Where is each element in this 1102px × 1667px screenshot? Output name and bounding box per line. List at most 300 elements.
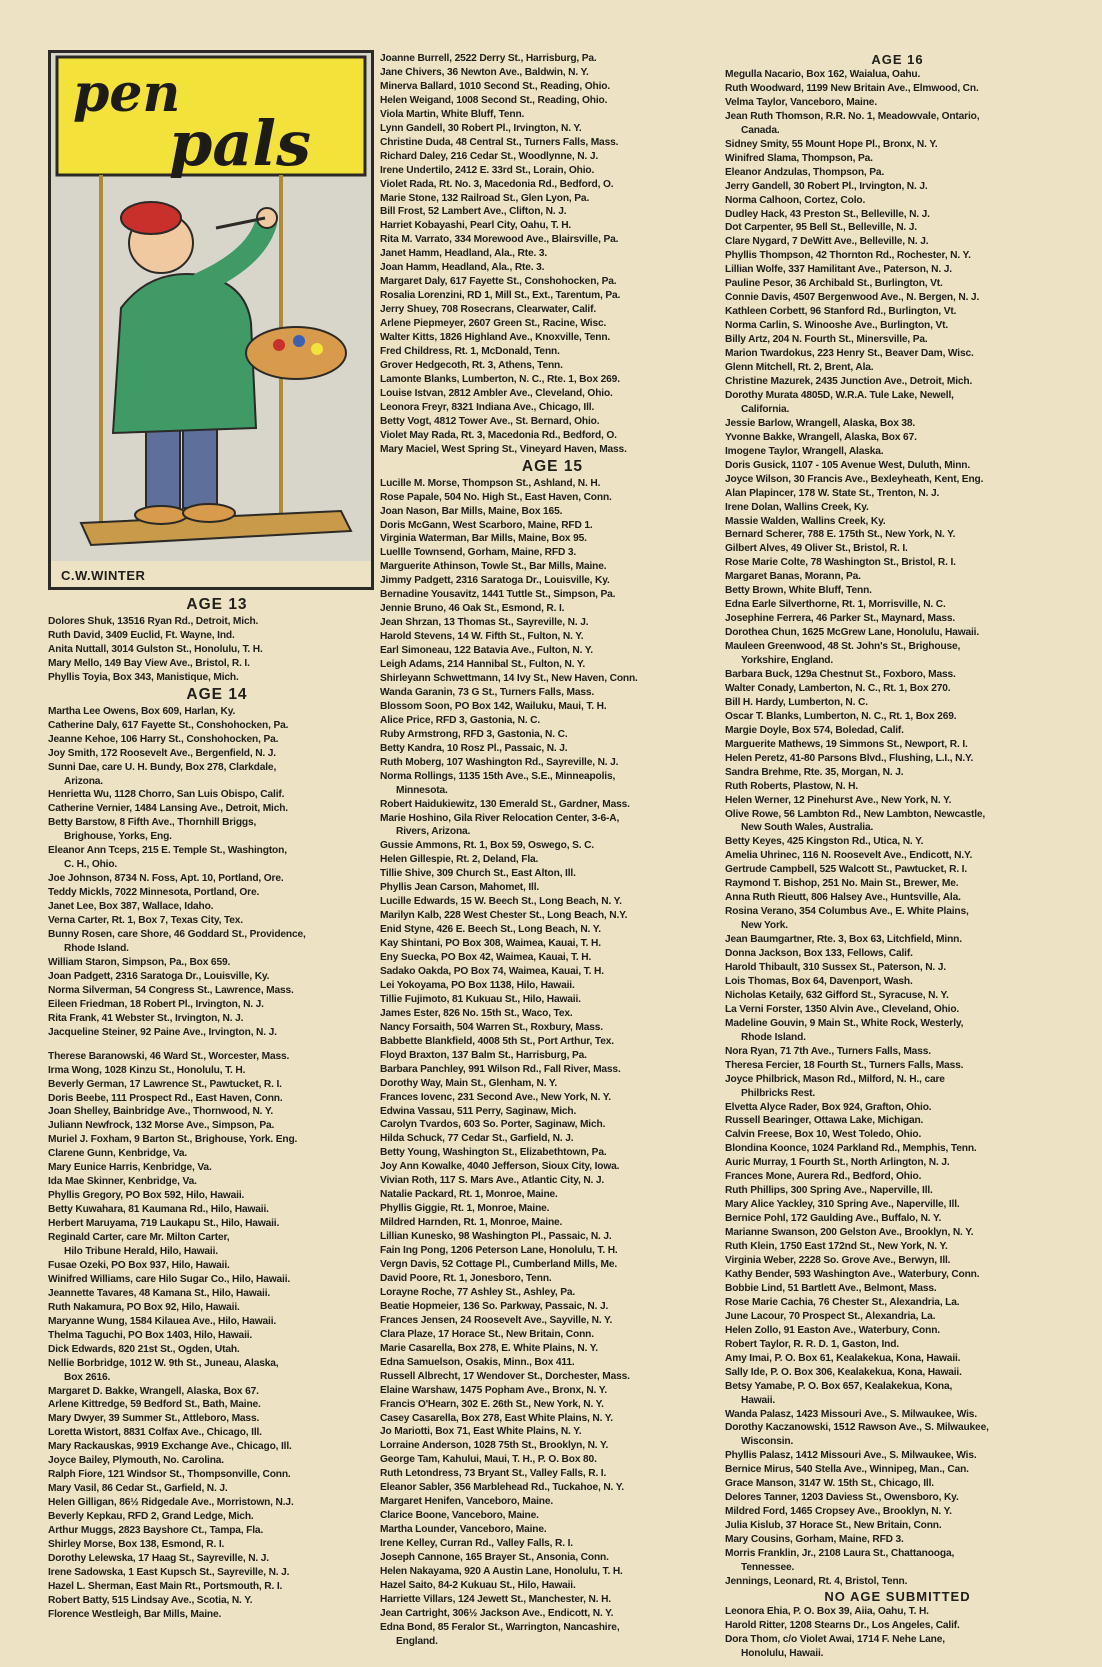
pen-pal-entry: Grover Hedgecoth, Rt. 3, Athens, Tenn. <box>380 359 563 371</box>
pen-pal-entry: George Tam, Kahului, Maui, T. H., P. O. Box 80. <box>380 1454 597 1466</box>
column-middle <box>380 52 725 1649</box>
pen-pal-entry: Lois Thomas, Box 64, Davenport, Wash. <box>725 975 913 987</box>
pen-pal-entry: Pauline Pesor, 36 Archibald St., Burlington, Vt. <box>725 278 943 290</box>
pen-pal-entry: Helen Weigand, 1008 Second St., Reading, Ohio. <box>380 94 608 106</box>
pen-pal-entry: Margaret Banas, Morann, Pa. <box>725 571 861 583</box>
pen-pal-entry: Margaret D. Bakke, Wrangell, Alaska, Box 67. <box>48 1385 259 1397</box>
pen-pal-entry: Phyllis Giggie, Rt. 1, Monroe, Maine. <box>380 1203 550 1215</box>
pen-pal-entry: Irene Kelley, Curran Rd., Valley Falls, R. I. <box>380 1538 573 1550</box>
pen-pal-entry: Betty Brown, White Bluff, Tenn. <box>725 585 872 597</box>
age-15-list <box>380 477 725 1649</box>
pen-pal-entry: Bobbie Lind, 51 Bartlett Ave., Belmont, Mass. <box>725 1282 937 1294</box>
pen-pal-entry: Alan Plapincer, 178 W. State St., Trenton, N. J. <box>725 487 940 499</box>
pen-pal-entry: Edna Earle Silverthorne, Rt. 1, Morrisville, N. C. <box>725 599 946 611</box>
pen-pal-entry: Russell Bearinger, Ottawa Lake, Michigan. <box>725 1115 924 1127</box>
painter-illustration <box>51 53 371 587</box>
pen-pal-entry: Natalie Packard, Rt. 1, Monroe, Maine. <box>380 1189 558 1201</box>
pen-pal-entry: Fred Childress, Rt. 1, McDonald, Tenn. <box>380 346 560 358</box>
pen-pal-entry: Alice Price, RFD 3, Gastonia, N. C. <box>380 714 541 726</box>
pen-pal-entry: Edwina Vassau, 511 Perry, Saginaw, Mich. <box>380 1105 577 1117</box>
column-right <box>725 52 1070 1661</box>
panel-title-pen: pen <box>73 63 181 124</box>
pen-pal-entry: Rosina Verano, 354 Columbus Ave., E. White Plains, <box>725 906 969 918</box>
pen-pal-entry: Eleanor Andzulas, Thompson, Pa. <box>725 166 885 178</box>
pen-pal-entry: Brighouse, Yorks, Eng. <box>64 831 172 843</box>
pen-pal-entry: Rhode Island. <box>64 942 129 954</box>
pen-pal-entry: Beatie Hopmeier, 136 So. Parkway, Passaic, N. J. <box>380 1300 609 1312</box>
pen-pal-entry: Betty Kuwahara, 81 Kaumana Rd., Hilo, Hawaii. <box>48 1204 269 1216</box>
pen-pal-entry: Auric Murray, 1 Fourth St., North Arlington, N. J. <box>725 1157 950 1169</box>
pen-pal-entry: Betty Kandra, 10 Rosz Pl., Passaic, N. J. <box>380 742 568 754</box>
pen-pal-entry: Helen Zollo, 91 Easton Ave., Waterbury, Conn. <box>725 1324 940 1336</box>
pen-pal-entry: Doris Gusick, 1107 - 105 Avenue West, Duluth, Minn. <box>725 459 971 471</box>
pen-pal-entry: Hazel Saito, 84-2 Kukuau St., Hilo, Hawaii. <box>380 1579 576 1591</box>
pen-pal-entry: Ruth Moberg, 107 Washington Rd., Sayreville, N. J. <box>380 756 619 768</box>
pen-pal-entry: Walter Conady, Lamberton, N. C., Rt. 1, Box 270. <box>725 682 951 694</box>
pen-pal-entry: Frances Iovenc, 231 Second Ave., New York, N. Y. <box>380 1091 611 1103</box>
pen-pal-entry: Winifred Slama, Thompson, Pa. <box>725 152 873 164</box>
pen-pal-entry: Clara Plaze, 17 Horace St., New Britain, Conn. <box>380 1328 594 1340</box>
pen-pal-entry: Jeannette Tavares, 48 Kamana St., Hilo, Hawaii. <box>48 1287 271 1299</box>
pen-pal-entry: Anna Ruth Rieutt, 806 Halsey Ave., Huntsville, Ala. <box>725 892 961 904</box>
pen-pal-entry: Amelia Uhrinec, 116 N. Roosevelt Ave., Endicott, N.Y. <box>725 850 973 862</box>
pen-pal-entry: Wanda Garanin, 73 G St., Turners Falls, Mass. <box>380 686 595 698</box>
pen-pal-entry: Helen Gilligan, 86½ Ridgedale Ave., Morristown, N.J. <box>48 1497 294 1509</box>
pen-pal-entry: California. <box>741 403 790 415</box>
pen-pal-entry: Joy Ann Kowalke, 4040 Jefferson, Sioux City, Iowa. <box>380 1161 620 1173</box>
pen-pal-entry: New South Wales, Australia. <box>741 822 874 834</box>
pen-pal-entry: Therese Baranowski, 46 Ward St., Worcester, Mass. <box>48 1050 290 1062</box>
age-13-list <box>48 615 386 685</box>
pen-pal-entry: Henrietta Wu, 1128 Chorro, San Luis Obispo, Calif. <box>48 789 285 801</box>
pen-pal-entry: Maryanne Wung, 1584 Kilauea Ave., Hilo, Hawaii. <box>48 1315 277 1327</box>
pen-pal-entry: Marguerite Athinson, Towle St., Bar Mills, Maine. <box>380 561 607 573</box>
pen-pal-entry: Phyllis Jean Carson, Mahomet, Ill. <box>380 882 540 894</box>
pen-pal-entry: Edna Bond, 85 Feralor St., Warrington, Nancashire, <box>380 1621 620 1633</box>
age-14-heading: AGE 14 <box>186 685 248 703</box>
pen-pal-entry: Rose Papale, 504 No. High St., East Haven, Conn. <box>380 491 612 503</box>
pen-pal-entry: Gertrude Campbell, 525 Walcott St., Pawtucket, R. I. <box>725 864 968 876</box>
pen-pal-entry: Francis O'Hearn, 302 E. 26th St., New York, N. Y. <box>380 1398 604 1410</box>
pen-pal-entry: Robert Haidukiewitz, 130 Emerald St., Gardner, Mass. <box>380 798 630 810</box>
pen-pal-entry: Blossom Soon, PO Box 142, Wailuku, Maui, T. H. <box>380 700 607 712</box>
pen-pal-entry: Betsy Yamabe, P. O. Box 657, Kealakekua, Kona, <box>725 1380 953 1392</box>
pen-pal-entry: Marguerite Mathews, 19 Simmons St., Newport, R. I. <box>725 738 968 750</box>
pen-pal-entry: Minerva Ballard, 1010 Second St., Reading, Ohio. <box>380 80 611 92</box>
pen-pal-entry: Margaret Daly, 617 Fayette St., Conshohocken, Pa. <box>380 276 617 288</box>
pen-pal-entry: Vivian Roth, 117 S. Mars Ave., Atlantic City, N. J. <box>380 1175 605 1187</box>
pen-pal-entry: Jane Chivers, 36 Newton Ave., Baldwin, N. Y. <box>380 66 589 78</box>
pen-pal-entry: Jimmy Padgett, 2316 Saratoga Dr., Louisville, Ky. <box>380 575 610 587</box>
pen-pal-entry: Billy Artz, 204 N. Fourth St., Minersville, Pa. <box>725 334 928 346</box>
pen-pal-entry: Wanda Palasz, 1423 Missouri Ave., S. Milwaukee, Wis. <box>725 1408 977 1420</box>
pen-pal-entry: Rita Frank, 41 Webster St., Irvington, N. J. <box>48 1012 244 1024</box>
pen-pal-entry: Rosalia Lorenzini, RD 1, Mill St., Ext., Tarentum, Pa. <box>380 290 621 302</box>
pen-pal-entry: Carolyn Tvardos, 603 So. Porter, Saginaw, Mich. <box>380 1119 606 1131</box>
pen-pal-entry: Frances Mone, Aurera Rd., Bedford, Ohio. <box>725 1171 922 1183</box>
pen-pal-entry: Teddy Mickls, 7022 Minnesota, Portland, Ore. <box>48 887 260 899</box>
pen-pal-entry: Jean Shrzan, 13 Thomas St., Sayreville, N. J. <box>380 617 589 629</box>
palette-paint-red <box>273 339 285 351</box>
pen-pal-entry: Joanne Burrell, 2522 Derry St., Harrisburg, Pa. <box>380 53 597 64</box>
pen-pal-entry: Rhode Island. <box>741 1031 806 1043</box>
pen-pal-entry: Mary Alice Yackley, 310 Spring Ave., Naperville, Ill. <box>725 1199 960 1211</box>
pen-pal-entry: Clarice Boone, Vanceboro, Maine. <box>380 1510 539 1522</box>
pen-pal-entry: Edna Samuelson, Osakis, Minn., Box 411. <box>380 1356 575 1368</box>
pen-pal-entry: Viola Martin, White Bluff, Tenn. <box>380 108 525 120</box>
pen-pal-entry: Morris Franklin, Jr., 2108 Laura St., Chattanooga, <box>725 1548 955 1560</box>
pen-pal-entry: Phyllis Toyia, Box 343, Manistique, Mich. <box>48 671 239 683</box>
pen-pal-entry: Jean Baumgartner, Rte. 3, Box 63, Litchfield, Minn. <box>725 934 962 946</box>
painter-shoe-right <box>183 504 235 522</box>
pen-pal-entry: Violet Rada, Rt. No. 3, Macedonia Rd., Bedford, O. <box>380 178 614 190</box>
pen-pal-entry: Honolulu, Hawaii. <box>741 1647 824 1659</box>
pen-pal-entry: Dorothy Murata 4805D, W.R.A. Tule Lake, Newell, <box>725 389 954 401</box>
pen-pal-entry: Sally Ide, P. O. Box 306, Kealakekua, Kona, Hawaii. <box>725 1366 962 1378</box>
age-16-list <box>725 68 1070 1589</box>
pen-pal-entry: Bill Frost, 52 Lambert Ave., Clifton, N. J. <box>380 206 567 218</box>
pen-pal-entry: Irene Sadowska, 1 East Kupsch St., Sayreville, N. J. <box>48 1566 290 1578</box>
pen-pal-entry: Josephine Ferrera, 46 Parker St., Maynard, Mass. <box>725 613 956 625</box>
pen-pal-entry: Lorraine Anderson, 1028 75th St., Brooklyn, N. Y. <box>380 1440 609 1452</box>
pen-pal-entry: Mary Maciel, West Spring St., Vineyard Haven, Mass. <box>380 443 627 455</box>
pen-pal-entry: Lamonte Blanks, Lumberton, N. C., Rte. 1, Box 269. <box>380 373 620 385</box>
pen-pal-entry: Jean Ruth Thomson, R.R. No. 1, Meadowvale, Ontario, <box>725 110 980 122</box>
pen-pal-entry: Arlene Piepmeyer, 2607 Green St., Racine, Wisc. <box>380 318 607 330</box>
pen-pal-entry: Tillie Shive, 309 Church St., East Alton, Ill. <box>380 868 576 880</box>
pen-pal-entry: Helen Werner, 12 Pinehurst Ave., New York, N. Y. <box>725 794 952 806</box>
pen-pal-entry: Irene Undertilo, 2412 E. 33rd St., Lorain, Ohio. <box>380 164 595 176</box>
pen-pal-entry: Ruth Phillips, 300 Spring Ave., Naperville, Ill. <box>725 1185 933 1197</box>
column-gap <box>48 1040 386 1050</box>
pen-pal-entry: Martha Lee Owens, Box 609, Harlan, Ky. <box>48 705 236 717</box>
pen-pal-entry: Dorothy Kaczanowski, 1512 Rawson Ave., S. Milwaukee, <box>725 1422 989 1434</box>
pen-pal-entry: Reginald Carter, care Mr. Milton Carter, <box>48 1232 230 1244</box>
pen-pal-entry: Barbara Panchley, 991 Wilson Rd., Fall River, Mass. <box>380 1063 621 1075</box>
pen-pal-entry: Gilbert Alves, 49 Oliver St., Bristol, R. I. <box>725 543 908 555</box>
pen-pal-entry: Norma Calhoon, Cortez, Colo. <box>725 194 866 206</box>
pen-pal-entry: C. H., Ohio. <box>64 859 118 871</box>
pen-pal-entry: Eleanor Ann Tceps, 215 E. Temple St., Washington, <box>48 845 287 857</box>
pen-pal-entry: David Poore, Rt. 1, Jonesboro, Tenn. <box>380 1272 552 1284</box>
pen-pal-entry: Jacqueline Steiner, 92 Paine Ave., Irvington, N. J. <box>48 1026 277 1038</box>
pen-pal-entry: Betty Vogt, 4812 Tower Ave., St. Bernard, Ohio. <box>380 415 600 427</box>
pen-pal-entry: Eny Suecka, PO Box 42, Waimea, Kauai, T. H. <box>380 952 592 964</box>
pen-pal-entry: Verna Carter, Rt. 1, Box 7, Texas City, Tex. <box>48 915 243 927</box>
pen-pal-entry: Rita M. Varrato, 334 Morewood Ave., Blairsville, Pa. <box>380 234 619 246</box>
pen-pal-entry: Martha Lounder, Vanceboro, Maine. <box>380 1524 547 1536</box>
pen-pal-entry: Jessie Barlow, Wrangell, Alaska, Box 38. <box>725 417 916 429</box>
painter-arm-raised <box>201 223 266 283</box>
pen-pal-entry: Grace Manson, 3147 W. 15th St., Chicago, Ill. <box>725 1478 934 1490</box>
pen-pal-entry: Margie Doyle, Box 574, Boledad, Calif. <box>725 724 904 736</box>
pen-pal-entry: Nora Ryan, 71 7th Ave., Turners Falls, Mass. <box>725 1045 931 1057</box>
painter-shoe-left <box>135 506 187 524</box>
pen-pal-entry: Russell Albrecht, 17 Wendover St., Dorchester, Mass. <box>380 1370 630 1382</box>
pen-pal-entry: Bernice Mirus, 540 Stella Ave., Winnipeg, Man., Can. <box>725 1464 969 1476</box>
pen-pal-entry: Gussie Ammons, Rt. 1, Box 59, Oswego, S. C. <box>380 840 594 852</box>
pen-pal-entry: Joyce Bailey, Plymouth, No. Carolina. <box>48 1455 224 1467</box>
pen-pal-entry: Joyce Wilson, 30 Francis Ave., Bexleyheath, Kent, Eng. <box>725 473 984 485</box>
pen-pal-entry: Fusae Ozeki, PO Box 937, Hilo, Hawaii. <box>48 1259 230 1271</box>
pen-pal-entry: Betty Keyes, 425 Kingston Rd., Utica, N. Y. <box>725 836 924 848</box>
pen-pal-entry: Joan Shelley, Bainbridge Ave., Thornwood, N. Y. <box>48 1106 274 1118</box>
pen-pal-entry: Ralph Fiore, 121 Windsor St., Thompsonville, Conn. <box>48 1469 291 1481</box>
pen-pal-entry: Rose Marie Colte, 78 Washington St., Bristol, R. I. <box>725 557 956 569</box>
pen-pal-entry: Lucille Edwards, 15 W. Beech St., Long Beach, N. Y. <box>380 896 622 908</box>
pen-pal-entry: Virginia Weber, 2228 So. Grove Ave., Berwyn, Ill. <box>725 1255 951 1267</box>
pen-pal-entry: Catherine Vernier, 1484 Lansing Ave., Detroit, Mich. <box>48 803 288 815</box>
pen-pal-entry: Harriet Kobayashi, Pearl City, Oahu, T. H. <box>380 220 572 232</box>
pen-pal-entry: Loretta Wistort, 8831 Colfax Ave., Chicago, Ill. <box>48 1427 262 1439</box>
pen-pal-entry: Shirleyann Schwettmann, 14 Ivy St., New Haven, Conn. <box>380 672 638 684</box>
pen-pal-entry: Marie Stone, 132 Railroad St., Glen Lyon, Pa. <box>380 192 590 204</box>
pen-pal-entry: Kathy Bender, 593 Washington Ave., Waterbury, Conn. <box>725 1268 980 1280</box>
pen-pal-entry: Julia Kislub, 37 Horace St., New Britain, Conn. <box>725 1520 942 1532</box>
pen-pal-entry: Philbricks Rest. <box>741 1087 816 1099</box>
pen-pal-entry: Olive Rowe, 56 Lambton Rd., New Lambton, Newcastle, <box>725 808 986 820</box>
pen-pal-entry: Joan Hamm, Headland, Ala., Rte. 3. <box>380 262 545 274</box>
pen-pal-entry: Clarene Gunn, Kenbridge, Va. <box>48 1148 188 1160</box>
pen-pal-entry: Babbette Blankfield, 4008 5th St., Port Arthur, Tex. <box>380 1035 614 1047</box>
pen-pal-entry: Bunny Rosen, care Shore, 46 Goddard St., Providence, <box>48 929 306 941</box>
pen-pal-entry: Betty Barstow, 8 Fifth Ave., Thornhill Briggs, <box>48 817 257 829</box>
pen-pal-entry: Anita Nuttall, 3014 Gulston St., Honolulu, T. H. <box>48 643 263 655</box>
age-13-heading: AGE 13 <box>186 596 248 613</box>
pen-pal-entry: Richard Daley, 216 Cedar St., Woodlynne, N. J. <box>380 150 599 162</box>
pen-pal-entry: Dorothy Lelewska, 17 Haag St., Sayreville, N. J. <box>48 1552 269 1564</box>
pen-pal-entry: Joseph Cannone, 165 Brayer St., Ansonia, Conn. <box>380 1552 609 1564</box>
pen-pal-entry: Jo Mariotti, Box 71, East White Plains, N. Y. <box>380 1426 582 1438</box>
pen-pal-entry: Jeanne Kehoe, 106 Harry St., Conshohocken, Pa. <box>48 733 279 745</box>
no-age-heading: NO AGE SUBMITTED <box>824 1588 971 1604</box>
pen-pal-entry: Jennie Bruno, 46 Oak St., Esmond, R. I. <box>380 603 565 615</box>
pen-pal-entry: Floyd Braxton, 137 Balm St., Harrisburg, Pa. <box>380 1049 587 1061</box>
pen-pal-entry: Mauleen Greenwood, 48 St. John's St., Brighouse, <box>725 641 961 653</box>
pen-pal-entry: Theresa Fercier, 18 Fourth St., Turners Falls, Mass. <box>725 1059 964 1071</box>
pen-pal-entry: Robert Batty, 515 Lindsay Ave., Scotia, N. Y. <box>48 1594 253 1606</box>
pen-pal-entry: Thelma Taguchi, PO Box 1403, Hilo, Hawaii. <box>48 1329 253 1341</box>
pen-pal-entry: Bernadine Yousavitz, 1441 Tuttle St., Simpson, Pa. <box>380 589 616 601</box>
pen-pal-entry: Imogene Taylor, Wrangell, Alaska. <box>725 445 884 457</box>
pen-pal-entry: Ruby Armstrong, RFD 3, Gastonia, N. C. <box>380 728 568 740</box>
pen-pal-entry: Janet Lee, Box 387, Wallace, Idaho. <box>48 901 214 913</box>
pen-pal-entry: Lucille M. Morse, Thompson St., Ashland, N. H. <box>380 477 601 489</box>
pen-pal-entry: Phyllis Gregory, PO Box 592, Hilo, Hawaii. <box>48 1190 245 1202</box>
pen-pal-entry: Betty Young, Washington St., Elizabethtown, Pa. <box>380 1147 607 1159</box>
pen-pal-entry: Arizona. <box>64 775 103 787</box>
pen-pal-entry: England. <box>396 1635 438 1647</box>
pen-pal-entry: Jennings, Leonard, Rt. 4, Bristol, Tenn. <box>725 1575 908 1587</box>
pen-pal-entry: Joy Smith, 172 Roosevelt Ave., Bergenfield, N. J. <box>48 747 276 759</box>
pen-pal-entry: Blondina Koonce, 1024 Parkland Rd., Memphis, Tenn. <box>725 1143 977 1155</box>
pen-pal-entry: Lillian Wolfe, 337 Hamilitant Ave., Paterson, N. J. <box>725 264 952 276</box>
age-15-heading: AGE 15 <box>521 457 584 475</box>
palette-paint-yellow <box>311 343 323 355</box>
pen-pal-entry: Mary Dwyer, 39 Summer St., Attleboro, Mass. <box>48 1413 260 1425</box>
pen-pal-entry: Mary Eunice Harris, Kenbridge, Va. <box>48 1162 212 1174</box>
pen-pal-entry: Hilo Tribune Herald, Hilo, Hawaii. <box>64 1245 218 1257</box>
pen-pal-entry: Fain Ing Pong, 1206 Peterson Lane, Honolulu, T. H. <box>380 1245 618 1257</box>
pen-pal-entry: Dot Carpenter, 95 Bell St., Belleville, N. J. <box>725 222 917 234</box>
pen-pal-entry: Luellle Townsend, Gorham, Maine, RFD 3. <box>380 547 577 559</box>
pen-pal-entry: Herbert Maruyama, 719 Laukapu St., Hilo, Hawaii. <box>48 1218 280 1230</box>
pen-pal-entry: Ruth Nakamura, PO Box 92, Hilo, Hawaii. <box>48 1301 240 1313</box>
pen-pal-entry: Minnesota. <box>396 784 448 796</box>
pen-pal-entry: Tillie Fujimoto, 81 Kukuau St., Hilo, Hawaii. <box>380 993 581 1005</box>
pen-pal-entry: Wisconsin. <box>741 1436 794 1448</box>
pen-pal-entry: Nellie Borbridge, 1012 W. 9th St., Juneau, Alaska, <box>48 1357 279 1369</box>
paint-palette <box>246 327 346 379</box>
pen-pal-entry: Lorayne Roche, 77 Ashley St., Ashley, Pa. <box>380 1286 576 1298</box>
pen-pal-entry: Enid Styne, 426 E. Beech St., Long Beach, N. Y. <box>380 924 601 936</box>
pen-pal-entry: Jean Cartright, 306½ Jackson Ave., Endicott, N. Y. <box>380 1607 614 1619</box>
pen-pal-entry: Eileen Friedman, 18 Robert Pl., Irvington, N. J. <box>48 998 264 1010</box>
pen-pal-entry: Harold Thibault, 310 Sussex St., Paterson, N. J. <box>725 962 946 973</box>
pen-pal-entry: Jerry Shuey, 708 Rosecrans, Clearwater, Calif. <box>380 304 597 316</box>
pen-pal-entry: Yorkshire, England. <box>741 655 834 667</box>
artist-credit: C.W.WINTER <box>61 568 146 583</box>
pen-pal-entry: Frances Jensen, 24 Roosevelt Ave., Sayville, N. Y. <box>380 1314 613 1326</box>
pen-pal-entry: Marie Casarella, Box 278, E. White Plains, N. Y. <box>380 1342 598 1354</box>
pen-pal-entry: Helen Peretz, 41-80 Parsons Blvd., Flushing, L.I., N.Y. <box>725 752 974 764</box>
pen-pal-entry: Doris McGann, West Scarboro, Maine, RFD 1. <box>380 519 593 531</box>
pen-pal-entry: Madeline Gouvin, 9 Main St., White Rock, Westerly, <box>725 1017 964 1029</box>
pen-pal-entry: Dolores Shuk, 13516 Ryan Rd., Detroit, Mich. <box>48 616 259 627</box>
pen-pal-entry: Kathleen Corbett, 96 Stanford Rd., Burlington, Vt. <box>725 306 957 318</box>
pen-pal-entry: Elvetta Alyce Rader, Box 924, Grafton, Ohio. <box>725 1101 932 1113</box>
column-left <box>48 595 386 1622</box>
pen-pal-entry: Sandra Brehme, Rte. 35, Morgan, N. J. <box>725 766 904 778</box>
pen-pal-entry: Velma Taylor, Vanceboro, Maine. <box>725 96 877 108</box>
pen-pal-entry: Muriel J. Foxham, 9 Barton St., Brighouse, York. Eng. <box>48 1134 298 1146</box>
pen-pal-entry: Ruth Woodward, 1199 New Britain Ave., Elmwood, Cn. <box>725 82 979 94</box>
age-16-heading: AGE 16 <box>871 52 924 67</box>
pen-pal-entry: Amy Imai, P. O. Box 61, Kealakekua, Kona, Hawaii. <box>725 1352 961 1364</box>
pen-pal-entry: Phyllis Palasz, 1412 Missouri Ave., S. Milwaukee, Wis. <box>725 1450 977 1462</box>
pen-pal-entry: Hazel L. Sherman, East Main Rt., Portsmouth, R. I. <box>48 1580 283 1592</box>
pen-pal-entry: Mary Vasil, 86 Cedar St., Garfield, N. J. <box>48 1483 228 1495</box>
pen-pal-entry: Margaret Henifen, Vanceboro, Maine. <box>380 1496 554 1508</box>
pen-pal-entry: Calvin Freese, Box 10, West Toledo, Ohio. <box>725 1129 922 1141</box>
pen-pal-entry: Vergn Davis, 52 Cottage Pl., Cumberland Mills, Me. <box>380 1259 618 1271</box>
pen-pal-entry: Ruth Letondress, 73 Bryant St., Valley Falls, R. I. <box>380 1468 607 1480</box>
pen-pal-entry: Christine Duda, 48 Central St., Turners Falls, Mass. <box>380 136 619 148</box>
panel-title-pals: pals <box>169 107 311 180</box>
pen-pal-entry: Box 2616. <box>64 1371 111 1383</box>
pen-pal-entry: Clare Nygard, 7 DeWitt Ave., Belleville, N. J. <box>725 236 929 248</box>
pen-pal-entry: Marie Hoshino, Gila River Relocation Center, 3-6-A, <box>380 812 620 824</box>
pen-pal-entry: Norma Carlin, S. Winooshe Ave., Burlington, Vt. <box>725 320 949 332</box>
pen-pal-entry: Dudley Hack, 43 Preston St., Belleville, N. J. <box>725 208 930 220</box>
pen-pal-entry: Sadako Oakda, PO Box 74, Waimea, Kauai, T. H. <box>380 966 604 977</box>
pen-pal-entry: Catherine Daly, 617 Fayette St., Conshohocken, Pa. <box>48 719 289 731</box>
pen-pal-entry: Ruth David, 3409 Euclid, Ft. Wayne, Ind. <box>48 629 235 641</box>
palette-paint-blue <box>293 335 305 347</box>
pen-pal-entry: Donna Jackson, Box 133, Fellows, Calif. <box>725 948 913 960</box>
pen-pal-entry: Harold Stevens, 14 W. Fifth St., Fulton, N. Y. <box>380 631 584 643</box>
pen-pal-entry: Joan Nason, Bar Mills, Maine, Box 165. <box>380 505 563 517</box>
pen-pal-entry: Barbara Buck, 129a Chestnut St., Foxboro, Mass. <box>725 668 956 680</box>
pen-pal-entry: Lei Yokoyama, PO Box 1138, Hilo, Hawaii. <box>380 979 575 991</box>
pen-pal-entry: Beverly Kepkau, RFD 2, Grand Ledge, Mich. <box>48 1511 254 1523</box>
pen-pal-entry: Massie Walden, Wallins Creek, Ky. <box>725 515 886 527</box>
pen-pal-entry: Yvonne Bakke, Wrangell, Alaska, Box 67. <box>725 431 917 443</box>
pen-pal-entry: Hawaii. <box>741 1394 776 1406</box>
pen-pal-entry: June Lacour, 70 Prospect St., Alexandria, La. <box>725 1310 936 1322</box>
pen-pal-entry: Helen Gillespie, Rt. 2, Deland, Fla. <box>380 854 539 866</box>
pen-pal-entry: Dorothy Way, Main St., Glenham, N. Y. <box>380 1077 558 1089</box>
pen-pal-entry: Juliann Newfrock, 132 Morse Ave., Simpson, Pa. <box>48 1120 275 1132</box>
pen-pal-entry: Irma Wong, 1028 Kinzu St., Honolulu, T. H. <box>48 1064 246 1076</box>
pen-pal-entry: Florence Westleigh, Bar Mills, Maine. <box>48 1608 222 1620</box>
pen-pal-entry: Raymond T. Bishop, 251 No. Main St., Brewer, Me. <box>725 878 959 890</box>
age-14-list-b <box>48 1050 386 1622</box>
pen-pal-entry: Mary Cousins, Gorham, Maine, RFD 3. <box>725 1534 904 1546</box>
pen-pal-entry: New York. <box>741 920 788 932</box>
pen-pal-entry: Lynn Gandell, 30 Robert Pl., Irvington, N. Y. <box>380 122 582 134</box>
pen-pal-entry: Ruth Klein, 1750 East 172nd St., New York, N. Y. <box>725 1241 948 1253</box>
pen-pal-entry: Harold Ritter, 1208 Stearns Dr., Los Angeles, Calif. <box>725 1619 960 1631</box>
pen-pal-entry: Kay Shintani, PO Box 308, Waimea, Kauai, T. H. <box>380 938 601 950</box>
pen-pal-entry: Nancy Forsaith, 504 Warren St., Roxbury, Mass. <box>380 1021 603 1033</box>
pen-pal-entry: Canada. <box>741 124 780 136</box>
age-14-list-c <box>380 52 725 457</box>
pen-pal-entry: Elaine Warshaw, 1475 Popham Ave., Bronx, N. Y. <box>380 1384 607 1396</box>
pen-pal-entry: Mary Mello, 149 Bay View Ave., Bristol, R. I. <box>48 657 250 669</box>
pen-pal-entry: Hilda Schuck, 77 Cedar St., Garfield, N. J. <box>380 1133 574 1145</box>
age-14-list-a <box>48 705 386 1040</box>
pen-pal-entry: Glenn Mitchell, Rt. 2, Brent, Ala. <box>725 362 874 374</box>
pen-pal-entry: Christine Mazurek, 2435 Junction Ave., Detroit, Mich. <box>725 375 973 387</box>
pen-pal-entry: Arthur Muggs, 2823 Bayshore Ct., Tampa, Fla. <box>48 1525 264 1537</box>
pen-pal-entry: Marion Twardokus, 223 Henry St., Beaver Dam, Wisc. <box>725 348 974 360</box>
pen-pal-entry: Megulla Nacario, Box 162, Waialua, Oahu. <box>725 69 921 80</box>
pen-pal-entry: Doris Beebe, 111 Prospect Rd., East Haven, Conn. <box>48 1092 283 1104</box>
pen-pal-entry: Louise Istvan, 2812 Ambler Ave., Cleveland, Ohio. <box>380 387 613 399</box>
pen-pal-entry: Violet May Rada, Rt. 3, Macedonia Rd., Bedford, O. <box>380 429 617 441</box>
pen-pal-entry: Joan Padgett, 2316 Saratoga Dr., Louisville, Ky. <box>48 970 270 982</box>
pen-pal-entry: Shirley Morse, Box 138, Esmond, R. I. <box>48 1539 225 1550</box>
pen-pal-entry: Leonora Freyr, 8321 Indiana Ave., Chicago, Ill. <box>380 401 595 413</box>
pen-pal-entry: Mildred Ford, 1465 Cropsey Ave., Brooklyn, N. Y. <box>725 1506 952 1518</box>
painter-beret <box>121 202 181 234</box>
pen-pal-entry: Dora Thom, c/o Violet Awai, 1714 F. Nehe Lane, <box>725 1633 945 1645</box>
pen-pal-entry: Robert Taylor, R. R. D. 1, Gaston, Ind. <box>725 1338 899 1350</box>
pen-pal-entry: Janet Hamm, Headland, Ala., Rte. 3. <box>380 248 548 260</box>
pen-pal-entry: Bill H. Hardy, Lumberton, N. C. <box>725 696 868 708</box>
pen-pal-entry: Rivers, Arizona. <box>396 826 471 838</box>
pen-pal-entry: James Ester, 826 No. 15th St., Waco, Tex. <box>380 1007 573 1019</box>
pen-pal-entry: Arlene Kittredge, 59 Bedford St., Bath, Maine. <box>48 1399 261 1411</box>
pen-pal-entry: Jerry Gandell, 30 Robert Pl., Irvington, N. J. <box>725 180 928 192</box>
pen-pal-entry: Nicholas Ketaily, 632 Gifford St., Syracuse, N. Y. <box>725 989 949 1001</box>
pen-pal-entry: Earl Simoneau, 122 Batavia Ave., Fulton, N. Y. <box>380 645 593 657</box>
pen-pal-entry: Irene Dolan, Wallins Creek, Ky. <box>725 501 869 513</box>
pen-pal-entry: Connie Davis, 4507 Bergenwood Ave., N. Bergen, N. J. <box>725 292 980 304</box>
pen-pal-entry: Tennessee. <box>741 1561 795 1573</box>
painter-coat <box>113 274 256 433</box>
pen-pal-entry: Norma Silverman, 54 Congress St., Lawrence, Mass. <box>48 984 294 996</box>
pen-pal-entry: Norma Rollings, 1135 15th Ave., S.E., Minneapolis, <box>380 770 616 782</box>
pen-pal-entry: Joe Johnson, 8734 N. Foss, Apt. 10, Portland, Ore. <box>48 873 284 885</box>
pen-pal-entry: Delores Tanner, 1203 Daviess St., Owensboro, Ky. <box>725 1492 959 1504</box>
pen-pal-entry: Sunni Dae, care U. H. Bundy, Box 278, Clarkdale, <box>48 761 277 773</box>
pen-pal-entry: Ruth Roberts, Plastow, N. H. <box>725 780 858 792</box>
pen-pal-entry: Walter Kitts, 1826 Highland Ave., Knoxville, Tenn. <box>380 332 611 344</box>
pen-pal-entry: Mary Rackauskas, 9919 Exchange Ave., Chicago, Ill. <box>48 1441 292 1453</box>
pen-pal-entry: Sidney Smity, 55 Mount Hope Pl., Bronx, N. Y. <box>725 138 938 150</box>
